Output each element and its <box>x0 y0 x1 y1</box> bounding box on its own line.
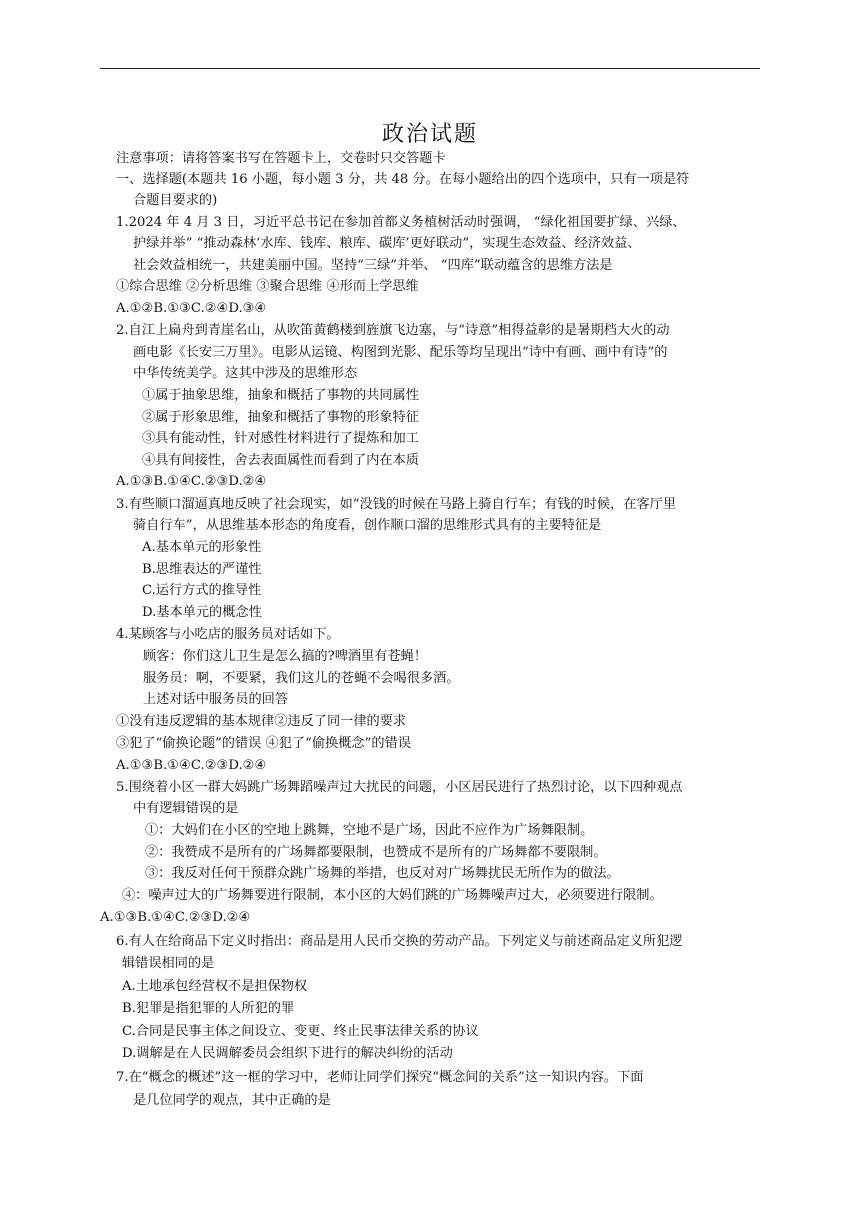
question-stem: 是几位同学的观点，其中正确的是 <box>133 1093 331 1108</box>
answer-option: B.思维表达的严谨性 <box>142 562 262 577</box>
question-stem: 中华传统美学。这其中涉及的思维形态 <box>133 366 358 381</box>
question-item: ③具有能动性，针对感性材料进行了提炼和加工 <box>142 431 419 446</box>
answer-option: D.基本单元的概念性 <box>142 605 262 620</box>
question-stem: 骑自行车”，从思维基本形态的角度看，创作顺口溜的思维形式具有的主要特征是 <box>133 518 602 533</box>
question-stem: 画电影《长安三万里》。电影从运镜、构图到光影、配乐等均呈现出“诗中有画、画中有诗”的 <box>133 345 668 360</box>
answer-option: A.基本单元的形象性 <box>142 540 262 555</box>
answer-option: B.犯罪是指犯罪的人所犯的罪 <box>122 1001 295 1016</box>
question-item: ④：噪声过大的广场舞要进行限制，本小区的大妈们跳的广场舞噪声过大，必须要进行限制。 <box>122 888 663 903</box>
question-item: ③：我反对任何干预群众跳广场舞的举措，也反对对广场舞扰民无所作为的做法。 <box>145 866 620 881</box>
question-stem: 4.某顾客与小吃店的服务员对话如下。 <box>116 627 340 642</box>
question-item: ③犯了“偷换论题”的错误 ④犯了“偷换概念”的错误 <box>116 736 411 751</box>
question-stem: 5.围绕着小区一群大妈跳广场舞蹈噪声过大扰民的问题，小区居民进行了热烈讨论，以下四种观点 <box>116 780 683 795</box>
question-item: ①没有违反逻辑的基本规律②违反了同一律的要求 <box>116 714 407 729</box>
question-stem: 1.2024 年 4 月 3 日，习近平总书记在参加首都义务植树活动时强调， “绿化祖国要扩绿、兴绿、 <box>116 215 686 230</box>
answer-option: A.土地承包经营权不是担保物权 <box>122 979 308 994</box>
answer-options: A.①③B.①④C.②③D.②④ <box>116 474 267 489</box>
question-stem: 7.在“概念的概述”这一框的学习中，老师让同学们探究“概念间的关系”这一知识内容。下面 <box>116 1070 644 1085</box>
answer-options: A.①③B.①④C.②③D.②④ <box>116 758 267 773</box>
question-item: ②：我赞成不是所有的广场舞都要限制，也赞成不是所有的广场舞都不要限制。 <box>145 845 607 860</box>
dialog-line: 服务员：啊，不要紧，我们这儿的苍蝇不会喝很多酒。 <box>143 671 460 686</box>
header-rule <box>100 68 760 69</box>
answer-option: C.合同是民事主体之间设立、变更、终止民事法律关系的协议 <box>122 1024 479 1039</box>
question-item: ②属于形象思维，抽象和概括了事物的形象特征 <box>142 410 419 425</box>
question-item: ①属于抽象思维，抽象和概括了事物的共同属性 <box>142 388 419 403</box>
dialog-line: 上述对话中服务员的回答 <box>143 692 289 707</box>
question-item: ①：大妈们在小区的空地上跳舞，空地不是广场，因此不应作为广场舞限制。 <box>145 823 594 838</box>
answer-option: C.运行方式的推导性 <box>142 583 262 598</box>
page-title: 政治试题 <box>381 122 478 147</box>
question-stem: 2.自江上扁舟到青崖名山，从吹笛黄鹤楼到旌旗飞边塞，与“诗意”相得益彰的是暑期档大火的动 <box>116 323 670 338</box>
answer-options: A.①②B.①③C.②④D.③④ <box>116 301 267 316</box>
question-stem: 6.有人在给商品下定义时指出：商品是用人民币交换的劳动产品。下列定义与前述商品定义所犯逻 <box>116 934 683 949</box>
question-stem: 辑错误相同的是 <box>122 956 215 971</box>
section-heading-cont: 合题目要求的) <box>133 193 218 208</box>
question-items: ①综合思维 ②分析思维 ③聚合思维 ④形而上学思维 <box>116 279 419 294</box>
dialog-line: 顾客：你们这儿卫生是怎么搞的?啤酒里有苍蝇！ <box>143 649 428 664</box>
question-item: ④具有间接性，舍去表面属性而看到了内在本质 <box>142 453 419 468</box>
question-stem: 中有逻辑错误的是 <box>133 801 239 816</box>
question-stem: 3.有些顺口溜逼真地反映了社会现实，如“没钱的时候在马路上骑自行车；有钱的时候，在客厅里 <box>116 497 677 512</box>
answer-options: A.①③B.①④C.②③D.②④ <box>100 910 251 925</box>
section-heading: 一、选择题(本题共 16 小题，每小题 3 分，共 48 分。在每小题给出的四个选项中，只有一项是符 <box>116 172 690 187</box>
answer-option: D.调解是在人民调解委员会组织下进行的解决纠纷的活动 <box>122 1046 453 1061</box>
question-stem: 社会效益相统一，共建美丽中国。坚持“三绿”并举、 “四库”联动蕴含的思维方法是 <box>133 258 613 273</box>
question-stem: 护绿并举” “推动森林‘水库、钱库、粮库、碳库’更好联动”，实现生态效益、经济效益、 <box>133 236 641 251</box>
notice: 注意事项：请将答案书写在答题卡上，交卷时只交答题卡 <box>116 151 446 166</box>
